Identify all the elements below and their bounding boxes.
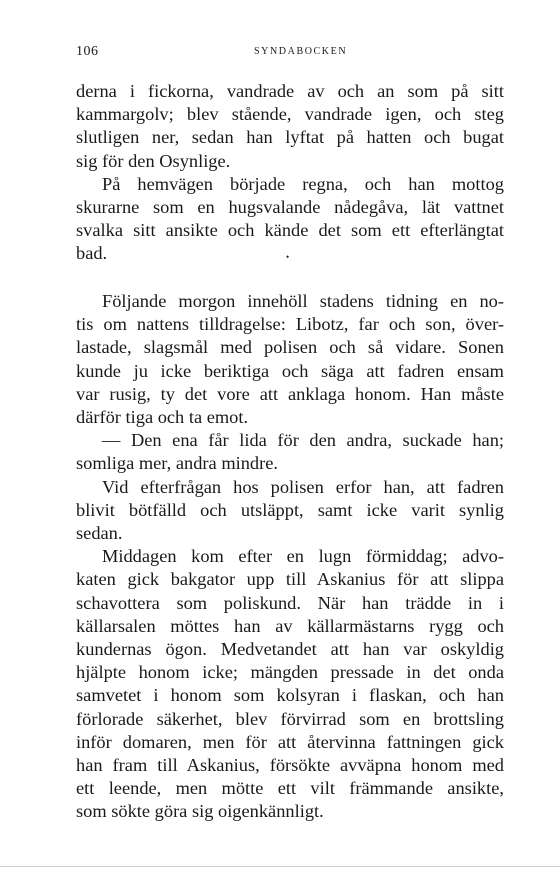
text-line: blivit bötfälld och utsläppt, samt icke varit synlig [76,499,504,520]
text-line: Vid efterfrågan hos polisen erfor han, att fadren [102,476,504,497]
text-line: ett leende, men mötte ett vilt främmande ansikte, [76,778,504,799]
text-line: han fram till Askanius, försökte avväpna honom med [76,755,504,776]
text-line: källarsalen möttes han av källarmästarns rygg och [76,615,504,636]
text-line: tis om nattens tilldragelse: Libotz, far och son, över- [76,314,504,335]
text-line: därför tiga och ta emot. [76,407,249,428]
text-line: förlorade säkerhet, blev förvirrad som en brottsling [76,708,504,729]
text-line: som sökte göra sig oigenkännligt. [76,801,324,822]
text-line: bad. [76,243,108,264]
text-line: lastade, slagsmål med polisen och så vidare. Sonen [76,337,504,358]
text-line: kunde ju icke beriktiga och säga att fadren ensam [76,360,504,381]
text-line: kammargolv; blev stående, vandrade igen, och steg [76,104,504,125]
text-line: Följande morgon innehöll stadens tidning en no- [102,291,504,311]
paragraph [76,290,504,429]
paragraph [76,173,504,266]
text-line: sig för den Osynlige. [76,150,231,171]
text-line: hjälpte honom icke; mängden pressade in det onda [76,662,504,683]
section-divider: • [286,252,290,262]
paragraph [76,429,504,475]
text-line: På hemvägen började regna, och han mottog [102,173,504,194]
paragraph [76,80,504,173]
text-block-2 [76,290,504,824]
text-line: sedan. [76,523,123,544]
text-line: var rusig, ty det vore att anklaga honom. Han måste [76,383,504,404]
text-line: Middagen kom efter en lugn förmiddag; advo- [102,546,504,567]
page-header [76,44,504,64]
text-line: somliga mer, andra mindre. [76,453,279,474]
text-line: derna i fickorna, vandrade av och an som på sitt [76,81,504,101]
paragraph [76,476,504,546]
text-line: schavottera som poliskund. När han trädde in i [76,592,504,613]
page-number: 106 [76,44,99,59]
text-line: svalka sitt ansikte och kände det som ett efterlängtat [76,220,504,241]
text-line: samvetet i honom som kolsyran i flaskan, och han [76,685,504,706]
text-line: — Den ena får lida för den andra, suckade han; [102,430,504,451]
text-line: katen gick bakgator upp till Askanius för att slippa [76,569,504,590]
text-block-1 [76,80,504,266]
text-line: skurarne som en hugsvalande nådegåva, lät vattnet [76,197,504,218]
paragraph [76,545,504,823]
running-head: SYNDABOCKEN [254,46,348,57]
page-edge-rule [0,866,560,867]
text-line: slutligen ner, sedan han lyftat på hatten och bugat [76,127,504,148]
text-line: kundernas ögon. Medvetandet att han var oskyldig [76,639,504,660]
text-line: inför domaren, men för att återvinna fattningen gick [76,731,504,752]
